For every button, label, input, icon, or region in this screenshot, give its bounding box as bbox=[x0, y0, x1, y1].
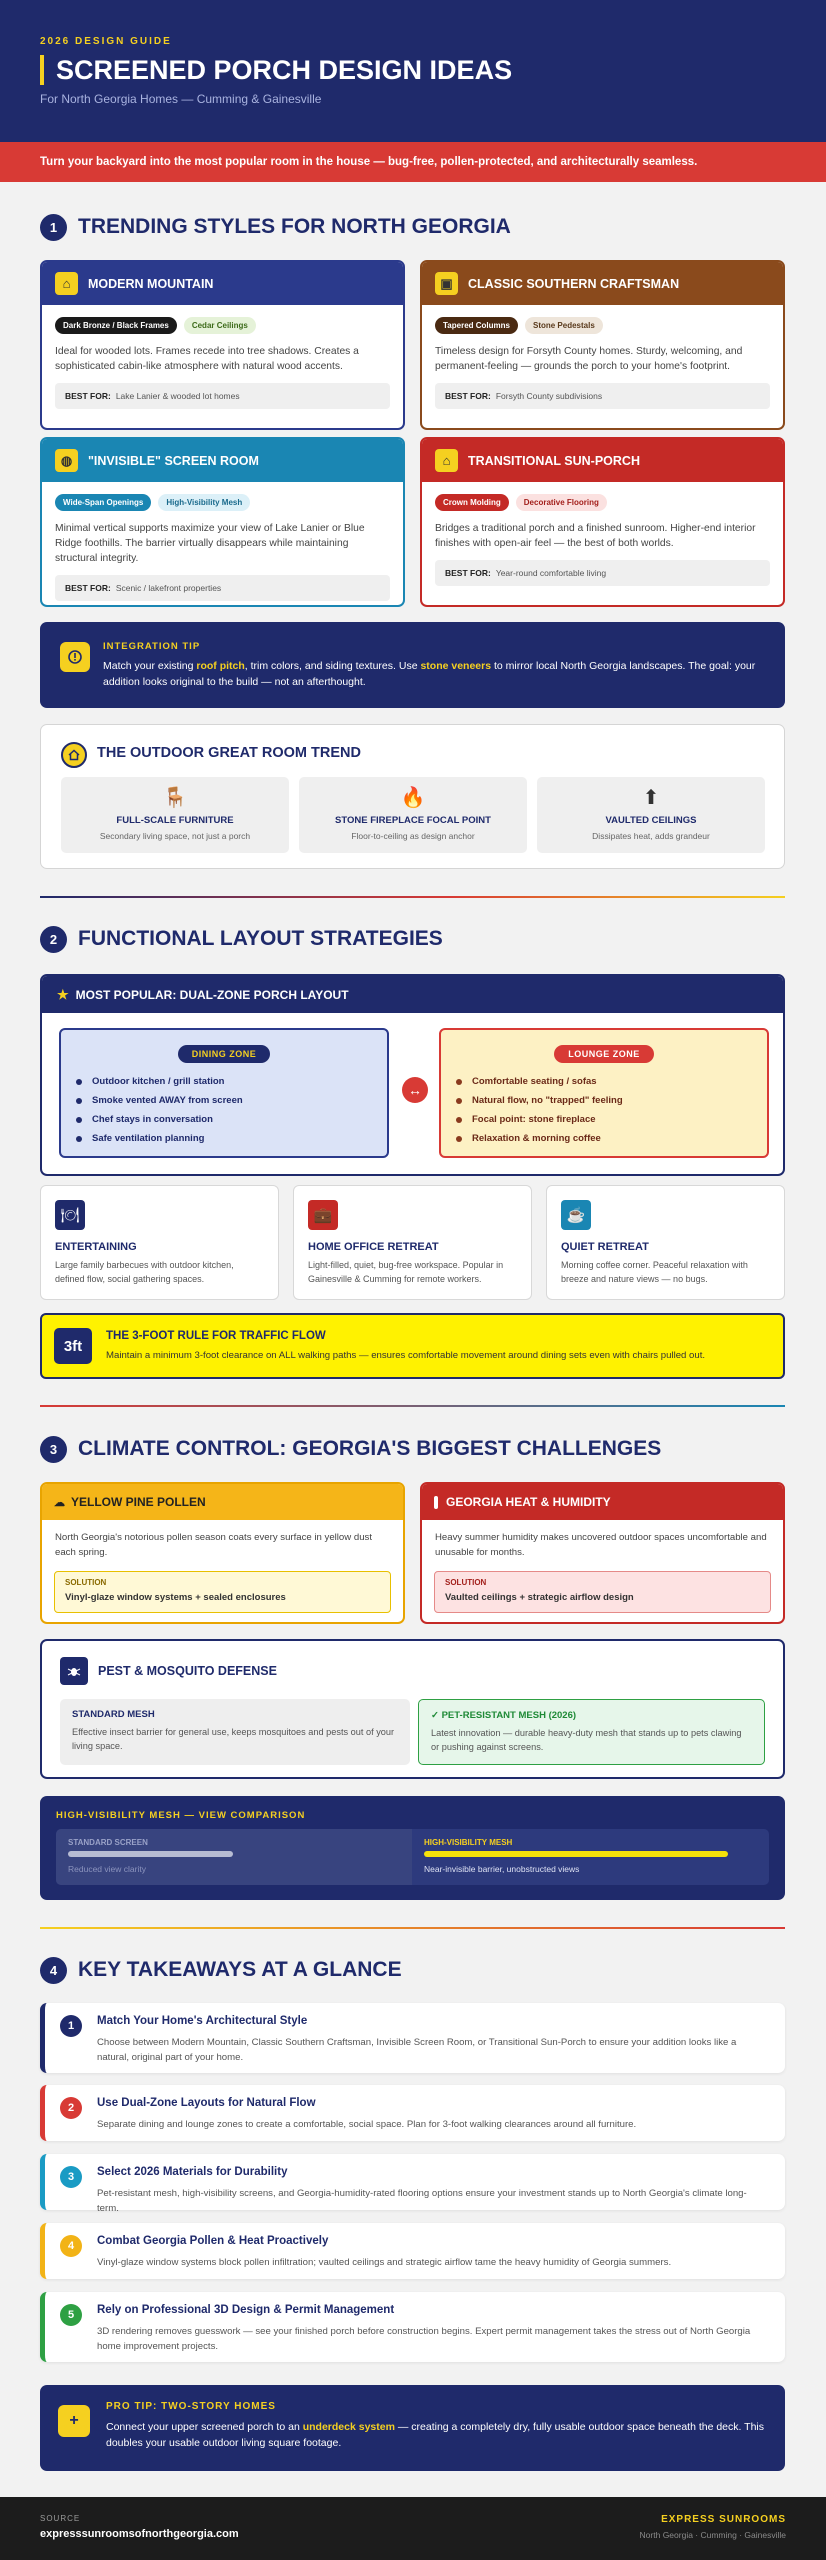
takeaway-number: 2 bbox=[60, 2097, 82, 2119]
section-1-heading bbox=[0, 213, 511, 241]
dining-zone-list bbox=[61, 1072, 387, 1148]
feature-title: VAULTED CEILINGS bbox=[605, 815, 697, 826]
page-footer bbox=[0, 2497, 826, 2560]
pollen-solution-text: Vinyl-glaze window systems + sealed enclosures bbox=[65, 1592, 286, 1603]
standard-mesh bbox=[60, 1699, 410, 1765]
feature-tile bbox=[299, 777, 527, 853]
style-card-header bbox=[42, 439, 403, 482]
style-tag: Decorative Flooring bbox=[516, 494, 607, 511]
style-card bbox=[40, 260, 405, 430]
zone-item: Chef stays in conversation bbox=[76, 1110, 387, 1129]
heat-desc: Heavy summer humidity makes uncovered outdoor spaces uncomfortable and unusable for months. bbox=[435, 1532, 767, 1558]
takeaway-desc: 3D rendering removes guesswork — see your finished porch before construction begins. Expert permit management takes the stress out of North Georgia home improvement projects. bbox=[97, 2326, 751, 2352]
style-card-title: MODERN MOUNTAIN bbox=[88, 276, 214, 291]
style-card bbox=[420, 437, 785, 607]
section-3-number: 3 bbox=[40, 1436, 67, 1463]
hv-mesh-desc: Near-invisible barrier, unobstructed views bbox=[424, 1864, 580, 1874]
style-tags bbox=[42, 305, 403, 334]
best-for-label: BEST FOR: bbox=[445, 568, 491, 578]
pollen-title: YELLOW PINE POLLEN bbox=[71, 1495, 206, 1509]
heat-header bbox=[422, 1484, 783, 1520]
heat-title: GEORGIA HEAT & HUMIDITY bbox=[446, 1495, 611, 1509]
style-tags bbox=[42, 482, 403, 511]
standard-screen-panel bbox=[56, 1829, 412, 1885]
pollen-header bbox=[42, 1484, 403, 1520]
use-case-card bbox=[546, 1185, 785, 1300]
takeaway-number: 3 bbox=[60, 2166, 82, 2188]
style-card-title: CLASSIC SOUTHERN CRAFTSMAN bbox=[468, 276, 680, 291]
style-card-title: "INVISIBLE" SCREEN ROOM bbox=[88, 453, 259, 468]
style-tag: Cedar Ceilings bbox=[184, 317, 256, 334]
briefcase-icon: 💼 bbox=[308, 1200, 338, 1230]
lightbulb-icon bbox=[60, 642, 90, 672]
use-case-title: HOME OFFICE RETREAT bbox=[308, 1241, 439, 1253]
best-for bbox=[55, 383, 390, 409]
standard-mesh-title: STANDARD MESH bbox=[72, 1709, 155, 1720]
style-card-desc: Timeless design for Forsyth County homes. Sturdy, welcoming, and permanent-feeling — grounds the porch to your home's footprint. bbox=[435, 346, 743, 372]
best-for-label: BEST FOR: bbox=[65, 391, 111, 401]
takeaway-item bbox=[40, 2003, 785, 2073]
source-label: SOURCE bbox=[40, 2514, 81, 2523]
feature-sub: Dissipates heat, adds grandeur bbox=[592, 831, 710, 841]
style-tag: Dark Bronze / Black Frames bbox=[55, 317, 177, 334]
integration-tip-text bbox=[103, 658, 763, 690]
header-eyebrow: 2026 DESIGN GUIDE bbox=[40, 36, 172, 47]
coffee-icon: ☕ bbox=[561, 1200, 591, 1230]
zone-item: Focal point: stone fireplace bbox=[456, 1110, 767, 1129]
style-card-header bbox=[42, 262, 403, 305]
tip-text-part: Match your existing bbox=[103, 660, 197, 672]
three-foot-rule bbox=[40, 1313, 785, 1379]
section-1-number: 1 bbox=[40, 214, 67, 241]
use-case-card bbox=[40, 1185, 279, 1300]
section-4-number: 4 bbox=[40, 1957, 67, 1984]
takeaway-title: Rely on Professional 3D Design & Permit Management bbox=[97, 2304, 395, 2316]
style-card-desc: Ideal for wooded lots. Frames recede into tree shadows. Creates a sophisticated cabin-like atmosphere with natural wood accents. bbox=[55, 346, 359, 372]
takeaway-desc: Pet-resistant mesh, high-visibility screens, and Georgia-humidity-rated flooring options ensure your investment stands up to North Georgia's climate long-term. bbox=[97, 2188, 747, 2214]
takeaway-desc: Separate dining and lounge zones to create a comfortable, social space. Plan for 3-foot walking clearances around all furniture. bbox=[97, 2119, 637, 2130]
takeaway-title: Use Dual-Zone Layouts for Natural Flow bbox=[97, 2097, 316, 2109]
star-icon: ★ bbox=[57, 986, 69, 1002]
takeaway-desc: Vinyl-glaze window systems block pollen infiltration; vaulted ceilings and strategic airflow tame the heavy humidity of Georgia summers. bbox=[97, 2257, 672, 2268]
page-title: SCREENED PORCH DESIGN IDEAS bbox=[56, 55, 513, 85]
pest-title: PEST & MOSQUITO DEFENSE bbox=[98, 1664, 277, 1678]
pro-tip-text bbox=[106, 2419, 766, 2451]
best-for bbox=[435, 383, 770, 409]
heat-solution-text: Vaulted ceilings + strategic airflow design bbox=[445, 1592, 634, 1603]
takeaway-number: 4 bbox=[60, 2235, 82, 2257]
zone-item: Outdoor kitchen / grill station bbox=[76, 1072, 387, 1091]
pro-tip-text-part: — creating a completely dry, fully usable outdoor space beneath the deck. This doubles your usable outdoor living square footage. bbox=[106, 2421, 765, 2449]
style-card-header bbox=[422, 439, 783, 482]
great-room-title: THE OUTDOOR GREAT ROOM TREND bbox=[97, 745, 361, 761]
three-foot-badge: 3ft bbox=[54, 1328, 92, 1364]
section-4-heading bbox=[0, 1956, 402, 1984]
use-case-title: QUIET RETREAT bbox=[561, 1241, 649, 1253]
service-areas: North Georgia · Cumming · Gainesville bbox=[639, 2530, 786, 2540]
integration-tip bbox=[40, 622, 785, 708]
takeaway-number: 5 bbox=[60, 2304, 82, 2326]
zone-item: Safe ventilation planning bbox=[76, 1129, 387, 1148]
pro-tip-text-part: Connect your upper screened porch to an bbox=[106, 2421, 303, 2433]
dual-zone-card bbox=[40, 974, 785, 1176]
pet-resistant-mesh bbox=[418, 1699, 765, 1765]
pollen-solution bbox=[54, 1571, 391, 1613]
style-card-title: TRANSITIONAL SUN-PORCH bbox=[468, 453, 640, 468]
page-header bbox=[0, 0, 826, 142]
takeaway-item bbox=[40, 2085, 785, 2141]
intro-banner-text: Turn your backyard into the most popular room in the house — bug-free, pollen-protected, and architecturally seamless. bbox=[40, 156, 698, 168]
utensils-icon: 🍽 bbox=[55, 1200, 85, 1230]
use-case-desc: Morning coffee corner. Peaceful relaxation with breeze and nature views — no bugs. bbox=[561, 1260, 748, 1284]
takeaway-item bbox=[40, 2292, 785, 2362]
globe-icon: ◍ bbox=[55, 449, 78, 472]
use-case-desc: Light-filled, quiet, bug-free workspace. Popular in Gainesville & Cumming for remote workers. bbox=[308, 1260, 504, 1284]
best-for-label: BEST FOR: bbox=[65, 583, 111, 593]
style-tag: Stone Pedestals bbox=[525, 317, 603, 334]
standard-clarity-bar bbox=[68, 1851, 233, 1857]
plus-icon: + bbox=[58, 2405, 90, 2437]
standard-screen-desc: Reduced view clarity bbox=[68, 1864, 146, 1874]
best-for-value: Year-round comfortable living bbox=[495, 568, 607, 578]
pollen-card bbox=[40, 1482, 405, 1624]
three-foot-rule-title: THE 3-FOOT RULE FOR TRAFFIC FLOW bbox=[106, 1330, 326, 1342]
mesh-comparison-title: HIGH-VISIBILITY MESH — VIEW COMPARISON bbox=[56, 1810, 306, 1821]
dining-zone bbox=[59, 1028, 389, 1158]
pro-tip-highlight: underdeck system bbox=[302, 2421, 395, 2433]
section-divider bbox=[40, 896, 785, 898]
section-1-title: TRENDING STYLES FOR NORTH GEORGIA bbox=[78, 215, 511, 238]
frame-icon: ▣ bbox=[435, 272, 458, 295]
lounge-zone-label: LOUNGE ZONE bbox=[554, 1045, 654, 1063]
swap-arrows-icon: ↔ bbox=[402, 1077, 428, 1103]
feature-title: STONE FIREPLACE FOCAL POINT bbox=[335, 815, 491, 826]
section-3-heading bbox=[0, 1435, 661, 1463]
heat-solution-label: SOLUTION bbox=[445, 1578, 487, 1587]
zone-item: Comfortable seating / sofas bbox=[456, 1072, 767, 1091]
standard-mesh-desc: Effective insect barrier for general use, keeps mosquitoes and pests out of your living space. bbox=[72, 1727, 395, 1751]
pest-card bbox=[40, 1639, 785, 1779]
thermometer-icon bbox=[434, 1496, 438, 1509]
section-2-title: FUNCTIONAL LAYOUT STRATEGIES bbox=[78, 927, 443, 950]
chair-icon: 🪑 bbox=[162, 787, 188, 809]
section-2-heading bbox=[0, 925, 443, 953]
style-card bbox=[420, 260, 785, 430]
style-tags bbox=[422, 482, 783, 511]
feature-sub: Floor-to-ceiling as design anchor bbox=[351, 831, 475, 841]
takeaway-title: Select 2026 Materials for Durability bbox=[97, 2166, 288, 2178]
best-for-value: Forsyth County subdivisions bbox=[495, 391, 603, 401]
heat-solution bbox=[434, 1571, 771, 1613]
feature-tile bbox=[537, 777, 765, 853]
pro-tip bbox=[40, 2385, 785, 2471]
takeaway-title: Combat Georgia Pollen & Heat Proactively bbox=[97, 2235, 329, 2247]
feature-tile bbox=[61, 777, 289, 853]
fire-icon: 🔥 bbox=[400, 787, 426, 809]
use-case-card bbox=[293, 1185, 532, 1300]
best-for bbox=[435, 560, 770, 586]
feature-title: FULL-SCALE FURNITURE bbox=[116, 815, 234, 826]
takeaway-item bbox=[40, 2223, 785, 2279]
great-room-card bbox=[40, 724, 785, 869]
feature-sub: Secondary living space, not just a porch bbox=[99, 831, 251, 841]
style-tag: Tapered Columns bbox=[435, 317, 518, 334]
dual-zone-title: MOST POPULAR: DUAL-ZONE PORCH LAYOUT bbox=[75, 987, 349, 1002]
pro-tip-label: PRO TIP: TWO-STORY HOMES bbox=[106, 2401, 276, 2412]
use-case-title: ENTERTAINING bbox=[55, 1241, 137, 1253]
takeaway-desc: Choose between Modern Mountain, Classic Southern Craftsman, Invisible Screen Room, or Transitional Sun-Porch to ensure your addition looks like a natural, original part of your home. bbox=[97, 2037, 737, 2063]
dual-zone-header bbox=[42, 976, 783, 1013]
zone-item: Natural flow, no "trapped" feeling bbox=[456, 1091, 767, 1110]
home-icon bbox=[61, 742, 87, 768]
page-subtitle: For North Georgia Homes — Cumming & Gainesville bbox=[40, 92, 322, 106]
hv-clarity-bar bbox=[424, 1851, 728, 1857]
lounge-zone bbox=[439, 1028, 769, 1158]
takeaway-number: 1 bbox=[60, 2015, 82, 2037]
intro-banner bbox=[0, 142, 826, 182]
best-for bbox=[55, 575, 390, 601]
title-block bbox=[40, 55, 786, 85]
best-for-value: Scenic / lakefront properties bbox=[115, 583, 222, 593]
mesh-comparison bbox=[40, 1796, 785, 1900]
heat-card bbox=[420, 1482, 785, 1624]
bug-icon bbox=[60, 1657, 88, 1685]
lounge-zone-list bbox=[441, 1072, 767, 1148]
takeaway-title: Match Your Home's Architectural Style bbox=[97, 2015, 308, 2027]
takeaway-item bbox=[40, 2154, 785, 2214]
home-icon: ⌂ bbox=[55, 272, 78, 295]
three-foot-rule-text: Maintain a minimum 3-foot clearance on ALL walking paths — ensures comfortable movement around dining sets even with chairs pulled out. bbox=[106, 1350, 706, 1361]
zone-item: Relaxation & morning coffee bbox=[456, 1129, 767, 1148]
section-4-title: KEY TAKEAWAYS AT A GLANCE bbox=[78, 1958, 402, 1981]
style-card-header bbox=[422, 262, 783, 305]
pollen-desc: North Georgia's notorious pollen season coats every surface in yellow dust each spring. bbox=[55, 1532, 372, 1558]
pet-mesh-title: ✓ PET-RESISTANT MESH (2026) bbox=[431, 1710, 577, 1721]
style-card bbox=[40, 437, 405, 607]
standard-clarity-track bbox=[68, 1851, 398, 1857]
style-tag: High-Visibility Mesh bbox=[158, 494, 250, 511]
style-card-desc: Minimal vertical supports maximize your view of Lake Lanier or Blue Ridge foothills. The barrier virtually disappears while maintaining structural integrity. bbox=[55, 523, 365, 564]
arrow-up-icon: ⬆ bbox=[642, 787, 660, 809]
style-tag: Wide-Span Openings bbox=[55, 494, 151, 511]
comparison-panel bbox=[56, 1829, 769, 1885]
hv-clarity-track bbox=[424, 1851, 754, 1857]
tip-highlight: stone veneers bbox=[420, 660, 492, 672]
zone-item: Smoke vented AWAY from screen bbox=[76, 1091, 387, 1110]
style-tags bbox=[422, 305, 783, 334]
integration-tip-label: INTEGRATION TIP bbox=[103, 641, 201, 652]
section-3-title: CLIMATE CONTROL: GEORGIA'S BIGGEST CHALLENGES bbox=[78, 1437, 662, 1460]
section-divider bbox=[40, 1405, 785, 1407]
style-card-desc: Bridges a traditional porch and a finished sunroom. Higher-end interior finishes with open-air feel — the best of both worlds. bbox=[435, 523, 756, 549]
standard-screen-label: STANDARD SCREEN bbox=[68, 1838, 148, 1847]
tip-highlight: roof pitch bbox=[196, 660, 245, 672]
use-case-desc: Large family barbecues with outdoor kitchen, defined flow, social gathering spaces. bbox=[55, 1260, 234, 1284]
cloud-icon: ☁ bbox=[54, 1496, 65, 1509]
source-link[interactable]: expresssunroomsofnorthgeorgia.com bbox=[40, 2528, 239, 2540]
home-icon: ⌂ bbox=[435, 449, 458, 472]
best-for-value: Lake Lanier & wooded lot homes bbox=[115, 391, 240, 401]
pollen-solution-label: SOLUTION bbox=[65, 1578, 107, 1587]
best-for-label: BEST FOR: bbox=[445, 391, 491, 401]
hv-mesh-label: HIGH-VISIBILITY MESH bbox=[424, 1838, 513, 1847]
tip-text-part: to mirror local North Georgia landscapes. The goal: your addition looks original to the build — not an afterthought. bbox=[103, 660, 756, 688]
pet-mesh-desc: Latest innovation — durable heavy-duty mesh that stands up to pets clawing or pushing against screens. bbox=[431, 1728, 742, 1752]
dining-zone-label: DINING ZONE bbox=[178, 1045, 271, 1063]
section-2-number: 2 bbox=[40, 926, 67, 953]
style-tag: Crown Molding bbox=[435, 494, 509, 511]
tip-text-part: , trim colors, and siding textures. Use bbox=[244, 660, 421, 672]
brand-name: EXPRESS SUNROOMS bbox=[661, 2514, 786, 2525]
section-divider bbox=[40, 1927, 785, 1929]
